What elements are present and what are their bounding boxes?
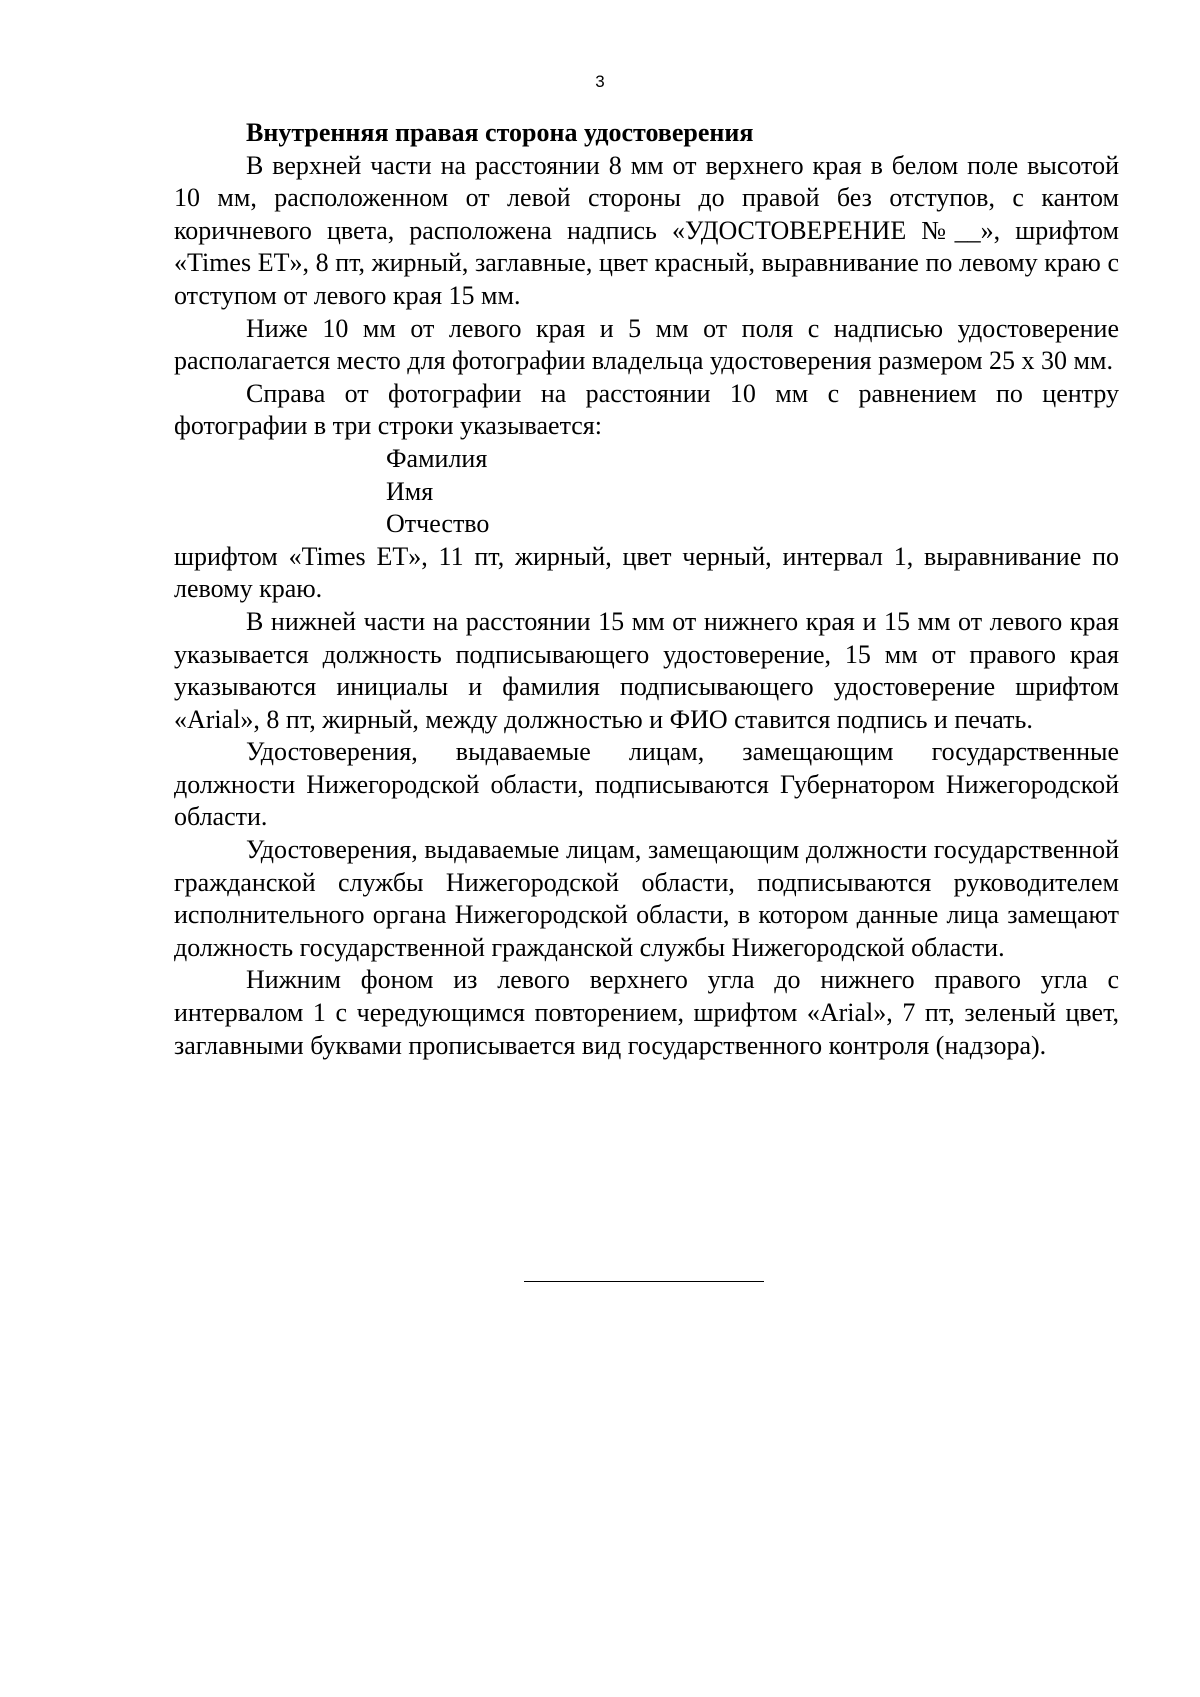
paragraph-signature: В нижней части на расстоянии 15 мм от нижнего края и 15 мм от левого края указывается должность подписывающего удостоверение, 15 мм от правого края указываются инициалы и фамилия подписывающего удостоверение шрифтом «Arial», 8 пт, жирный, между должностью и ФИО ставится подпись и печать. — [174, 606, 1119, 734]
document-body — [174, 117, 1119, 1062]
fio-surname: Фамилия — [386, 443, 488, 473]
paragraph-governor: Удостоверения, выдаваемые лицам, замещающим государственные должности Нижегородской области, подписываются Губернатором Нижегородской области. — [174, 737, 1119, 832]
page-number: 3 — [595, 72, 605, 91]
separator-line — [524, 1281, 764, 1282]
paragraph-name-lines: Справа от фотографии на расстоянии 10 мм с равнением по центру фотографии в три строки указывается: — [174, 378, 1119, 441]
paragraph-head-of-body: Удостоверения, выдаваемые лицам, замещающим должности государственной гражданской службы Нижегородской области, подписываются руководителем исполнительного органа Нижегородской области, в котором данные лица замещают должность государственной гражданской службы Нижегородской области. — [174, 835, 1119, 962]
fio-first-name: Имя — [386, 476, 434, 506]
paragraph-name-font: шрифтом «Times ET», 11 пт, жирный, цвет черный, интервал 1, выравнивание по левому краю. — [174, 541, 1119, 604]
section-heading: Внутренняя правая сторона удостоверения — [246, 118, 754, 147]
paragraph-background: Нижним фоном из левого верхнего угла до нижнего правого угла с интервалом 1 с чередующимся повторением, шрифтом «Arial», 7 пт, зеленый цвет, заглавными буквами прописывается вид государственного контроля (надзора). — [174, 965, 1119, 1060]
fio-patronymic: Отчество — [386, 509, 490, 539]
paragraph-header-field: В верхней части на расстоянии 8 мм от верхнего края в белом поле высотой 10 мм, расположенном от левой стороны до правой без отступов, с кантом коричневого цвета, расположена надпись «УДОСТОВЕРЕНИЕ №__», шрифтом «Times ET», 8 пт, жирный, заглавные, цвет красный, выравнивание по левому краю с отступом от левого края 15 мм. — [174, 150, 1119, 310]
paragraph-photo-place: Ниже 10 мм от левого края и 5 мм от поля с надписью удостоверение располагается место для фотографии владельца удостоверения размером 25 х 30 мм. — [174, 313, 1119, 376]
